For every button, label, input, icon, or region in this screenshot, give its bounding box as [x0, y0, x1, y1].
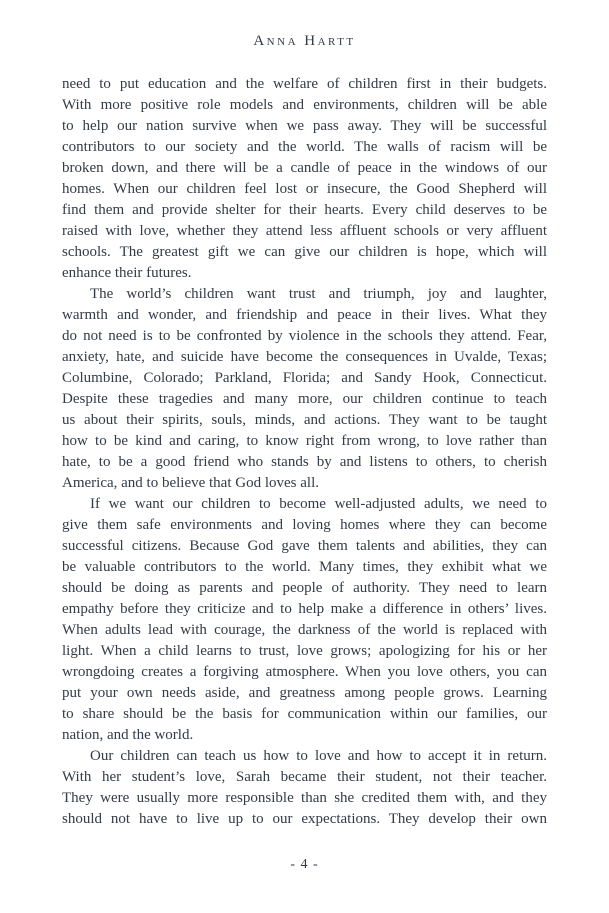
text-line: The world’s children want trust and triumph, joy and laughter,	[90, 286, 547, 302]
paragraph	[62, 494, 547, 746]
text-line: warmth and wonder, and friendship and peace in their lives. What they	[62, 307, 547, 323]
running-header: Anna Hartt	[253, 33, 356, 49]
text-line: homes. When our children feel lost or insecure, the Good Shepherd will	[62, 181, 547, 197]
text-line: broken down, and there will be a candle of peace in the windows of our	[62, 160, 547, 176]
text-line: give them safe environments and loving homes where they can become	[62, 517, 547, 533]
text-line: anxiety, hate, and suicide have become the consequences in Uvalde, Texas;	[62, 349, 547, 365]
text-line: do not need is to be confronted by violence in the schools they attend. Fear,	[62, 328, 547, 344]
text-line: Columbine, Colorado; Parkland, Florida; and Sandy Hook, Connecticut.	[62, 370, 547, 386]
paragraph	[62, 746, 547, 830]
text-line: wrongdoing creates a forgiving atmosphere. When you love others, you can	[62, 664, 547, 680]
text-line: Our children can teach us how to love and how to accept it in return.	[90, 748, 547, 764]
text-line: to share should be the basis for communication within our families, our	[62, 706, 547, 722]
text-line: be valuable contributors to the world. Many times, they exhibit what we	[62, 559, 547, 575]
text-line: schools. The greatest gift we can give our children is hope, which will	[62, 244, 547, 260]
text-line: With more positive role models and environments, children will be able	[62, 97, 547, 113]
paragraph	[62, 74, 547, 284]
text-line: empathy before they criticize and to help make a difference in others’ lives.	[62, 601, 547, 617]
text-line: successful citizens. Because God gave them talents and abilities, they can	[62, 538, 547, 554]
text-line: to help our nation survive when we pass away. They will be successful	[62, 118, 547, 134]
text-line: how to be kind and caring, to know right from wrong, to love rather than	[62, 433, 547, 449]
text-line: nation, and the world.	[62, 727, 194, 743]
text-line: With her student’s love, Sarah became their student, not their teacher.	[62, 769, 547, 785]
paragraph	[62, 284, 547, 494]
text-line: need to put education and the welfare of children first in their budgets.	[62, 76, 547, 92]
text-line: When adults lead with courage, the darkness of the world is replaced with	[62, 622, 547, 638]
text-line: America, and to believe that God loves all.	[62, 475, 319, 491]
page-body-text	[62, 74, 547, 830]
text-line: Despite these tragedies and many more, our children continue to teach	[62, 391, 547, 407]
text-line: If we want our children to become well-adjusted adults, we need to	[90, 496, 547, 512]
text-line: contributors to our society and the world. The walls of racism will be	[62, 139, 547, 155]
text-line: us about their spirits, souls, minds, and actions. They want to be taught	[62, 412, 547, 428]
text-line: raised with love, whether they attend less affluent schools or very affluent	[62, 223, 547, 239]
text-line: should not have to live up to our expectations. They develop their own	[62, 811, 547, 827]
text-line: enhance their futures.	[62, 265, 192, 281]
text-line: They were usually more responsible than she credited them with, and they	[62, 790, 547, 806]
text-line: put your own needs aside, and greatness among people grows. Learning	[62, 685, 547, 701]
text-line: hate, to be a good friend who stands by and listens to others, to cherish	[62, 454, 547, 470]
text-line: should be doing as parents and people of authority. They need to learn	[62, 580, 547, 596]
text-line: find them and provide shelter for their hearts. Every child deserves to be	[62, 202, 547, 218]
page-number: - 4 -	[290, 857, 319, 872]
text-line: light. When a child learns to trust, love grows; apologizing for his or her	[62, 643, 547, 659]
